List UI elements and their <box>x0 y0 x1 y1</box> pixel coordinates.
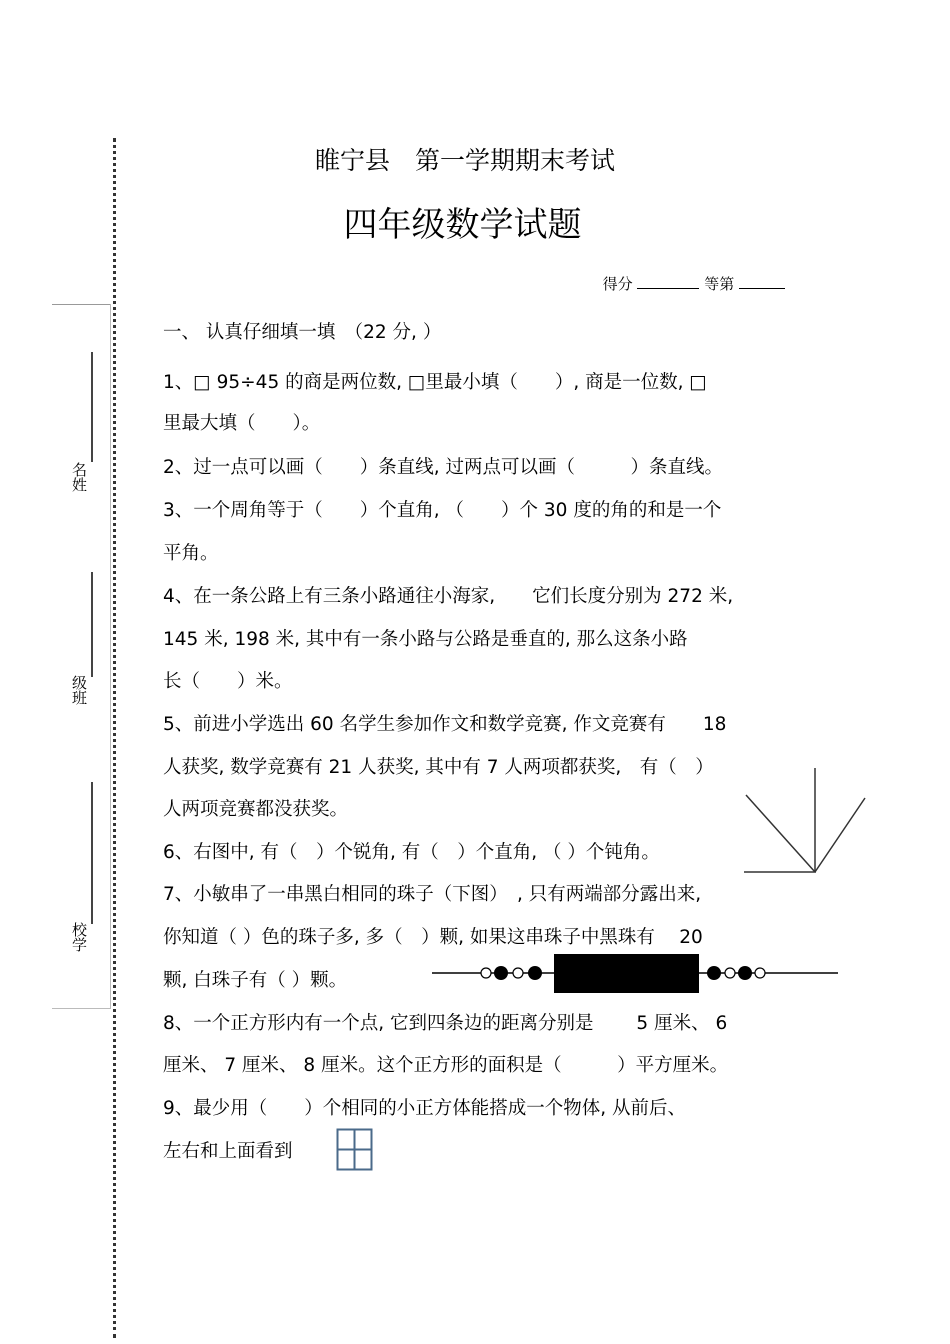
bead-string-figure <box>432 952 840 996</box>
score-blank[interactable] <box>637 274 699 289</box>
grade-blank[interactable] <box>739 274 785 289</box>
q2: 2、过一点可以画（ ）条直线, 过两点可以画（ ）条直线。 <box>163 457 724 478</box>
section-heading: 一、 认真仔细填一填 （22 分, ） <box>163 322 442 343</box>
q8-line2: 厘米、 7 厘米、 8 厘米。这个正方形的面积是（ ）平方厘米。 <box>163 1055 729 1076</box>
white-bead <box>481 968 491 978</box>
side-label-class: 级班 <box>70 675 88 705</box>
side-rule-bottom <box>52 1008 110 1009</box>
exam-title: 睢宁县 第一学期期末考试 <box>314 146 615 175</box>
q1-line2: 里最大填（ ）。 <box>163 413 321 434</box>
white-bead <box>725 968 735 978</box>
black-bead <box>707 966 721 980</box>
q9-line2: 左右和上面看到 <box>163 1141 293 1162</box>
q4-line2: 145 米, 198 米, 其中有一条小路与公路是垂直的, 那么这条小路 <box>163 629 688 650</box>
school-write-line <box>91 782 93 924</box>
side-label-name: 名姓 <box>70 462 88 492</box>
side-label-school: 校学 <box>70 922 88 952</box>
q5-line1: 5、前进小学选出 60 名学生参加作文和数学竞赛, 作文竞赛有 18 <box>163 714 727 735</box>
name-write-line <box>91 352 93 462</box>
paper-title: 四年级数学试题 <box>343 205 582 245</box>
white-bead <box>513 968 523 978</box>
q3-line1: 3、一个周角等于（ ）个直角, （ ）个 30 度的角的和是一个 <box>163 500 722 521</box>
black-bead <box>494 966 508 980</box>
q3-line2: 平角。 <box>163 543 219 564</box>
score-label: 得分 <box>602 275 633 293</box>
angle-left-ray <box>746 795 815 872</box>
q7-line3: 颗, 白珠子有（ ）颗。 <box>163 970 348 991</box>
q7-line1: 7、小敏串了一串黑白相同的珠子（下图） , 只有两端部分露出来, <box>163 884 702 905</box>
q5-line3: 人两项竞赛都没获奖。 <box>163 799 349 820</box>
class-write-line <box>91 572 93 677</box>
q8-line1: 8、一个正方形内有一个点, 它到四条边的距离分别是 5 厘米、 6 <box>163 1013 728 1034</box>
black-bead <box>738 966 752 980</box>
score-row <box>603 273 785 294</box>
q4-line1: 4、在一条公路上有三条小路通往小海家, 它们长度分别为 272 米, <box>163 586 734 607</box>
view-grid-figure <box>336 1128 374 1172</box>
bead-cover-block <box>554 954 699 993</box>
q7-line2: 你知道（ ）色的珠子多, 多（ ）颗, 如果这串珠子中黑珠有 20 <box>163 927 703 948</box>
q9-line1: 9、最少用（ ）个相同的小正方体能搭成一个物体, 从前后、 <box>163 1098 687 1119</box>
side-rule-top <box>52 304 110 305</box>
white-bead <box>755 968 765 978</box>
grade-label: 等第 <box>704 275 735 293</box>
side-rule-right <box>110 304 111 1009</box>
q1-line1: 1、□ 95÷45 的商是两位数, □里最小填（ ）, 商是一位数, □ <box>163 372 707 393</box>
angle-right-ray <box>815 798 865 872</box>
q5-line2: 人获奖, 数学竞赛有 21 人获奖, 其中有 7 人两项都获奖, 有（ ） <box>163 757 714 778</box>
black-bead <box>528 966 542 980</box>
q6: 6、右图中, 有（ ）个锐角, 有（ ）个直角, （ ）个钝角。 <box>163 842 660 863</box>
binding-dotted-line <box>113 138 116 1338</box>
angles-figure <box>744 768 868 878</box>
q4-line3: 长（ ）米。 <box>163 671 293 692</box>
